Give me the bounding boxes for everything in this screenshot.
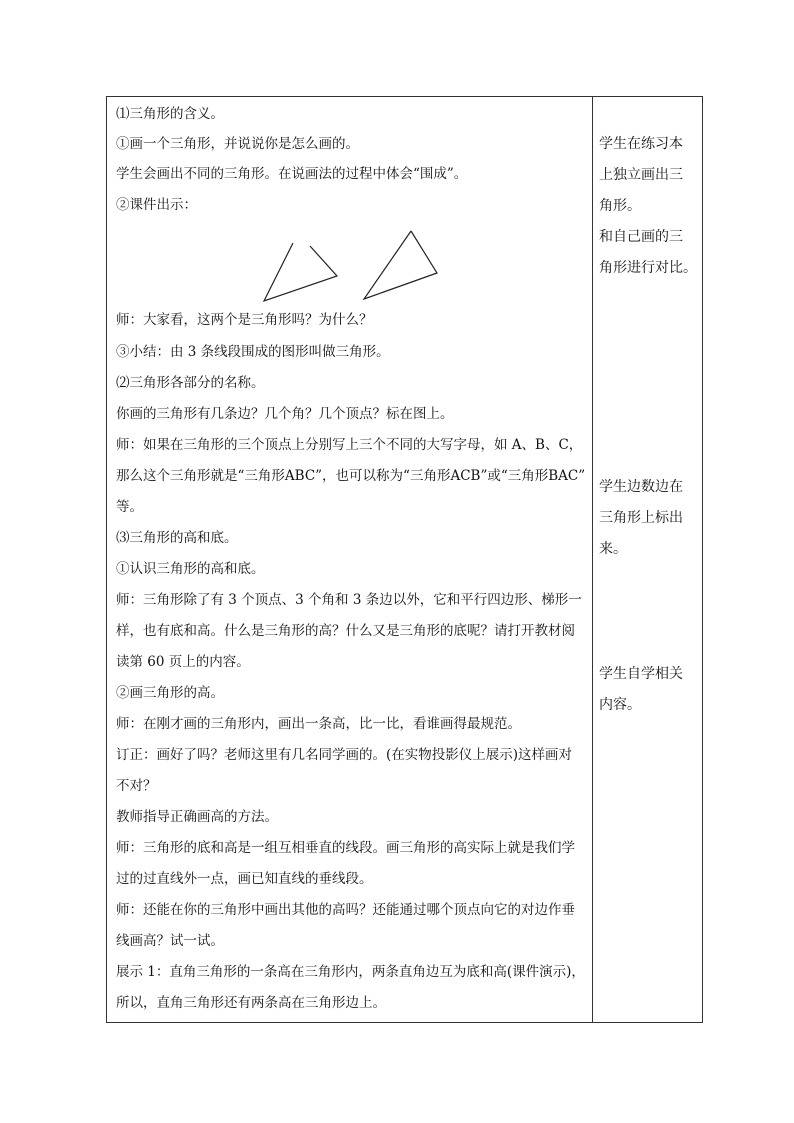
text-line: 师：三角形的底和高是一组互相垂直的线段。画三角形的高实际上就是我们学 <box>116 840 575 856</box>
text-line: 等。 <box>116 499 143 515</box>
text-line: 过的过直线外一点，画已知直线的垂线段。 <box>116 871 373 887</box>
text-line: 那么这个三角形就是“三角形ABC”，也可以称为“三角形ACB”或“三角形BAC” <box>116 468 586 484</box>
text-line: 师：三角形除了有 3 个顶点、3 个角和 3 条边以外，它和平行四边形、梯形一 <box>116 592 582 608</box>
side-note-line: 内容。 <box>599 697 641 713</box>
side-note-line: 角形进行对比。 <box>599 260 697 276</box>
text-line: ①画一个三角形，并说说你是怎么画的。 <box>116 136 359 152</box>
open-shape-figure <box>264 243 337 301</box>
text-line: 线画高？试一试。 <box>116 933 224 949</box>
heading-parts: ⑵三角形各部分的名称。 <box>116 375 265 391</box>
text-line: 教师指导正确画高的方法。 <box>116 809 278 825</box>
text-line: 读第 60 页上的内容。 <box>116 654 250 670</box>
closed-triangle-figure <box>364 231 437 299</box>
text-line: 样，也有底和高。什么是三角形的高？什么又是三角形的底呢？请打开教材阅 <box>116 623 575 639</box>
text-line: ①认识三角形的高和底。 <box>116 561 265 577</box>
side-note-line: 和自己画的三 <box>599 229 683 245</box>
text-line: 你画的三角形有几条边？几个角？几个顶点？标在图上。 <box>116 406 454 422</box>
side-note-line: 学生边数边在 <box>599 479 683 495</box>
text-line: 不对？ <box>116 778 157 794</box>
text-line: 师：大家看，这两个是三角形吗？为什么？ <box>116 312 373 328</box>
text-line: 订正：画好了吗？老师这里有几名同学画的。(在实物投影仪上展示)这样画对 <box>116 747 573 763</box>
text-line: 所以，直角三角形还有两条高在三角形边上。 <box>116 995 386 1011</box>
heading-height-base: ⑶三角形的高和底。 <box>116 530 238 546</box>
side-note-line: 来。 <box>599 541 627 557</box>
text-line: 师：如果在三角形的三个顶点上分别写上三个不同的大写字母，如 A、B、C， <box>116 437 583 453</box>
side-note-line: 角形。 <box>599 198 641 214</box>
summary-line: ③小结：由 3 条线段围成的图形叫做三角形。 <box>116 344 390 360</box>
text-line: 学生会画出不同的三角形。在说画法的过程中体会“围成”。 <box>116 166 468 182</box>
side-note-line: 学生自学相关 <box>599 666 683 682</box>
side-note-line: 学生在练习本 <box>599 136 683 152</box>
text-line: ②课件出示： <box>116 197 197 213</box>
text-line: 师：还能在你的三角形中画出其他的高吗？还能通过哪个顶点向它的对边作垂 <box>116 902 575 918</box>
text-line: 展示 1：直角三角形的一条高在三角形内，两条直角边互为底和高(课件演示)， <box>116 964 585 980</box>
column-divider <box>592 96 593 1023</box>
text-line: 师：在刚才画的三角形内，画出一条高，比一比，看谁画得最规范。 <box>116 716 521 732</box>
text-line: ②画三角形的高。 <box>116 685 224 701</box>
side-note-line: 三角形上标出 <box>599 510 683 526</box>
heading-meaning: ⑴三角形的含义。 <box>116 106 224 122</box>
side-note-line: 上独立画出三 <box>599 167 683 183</box>
